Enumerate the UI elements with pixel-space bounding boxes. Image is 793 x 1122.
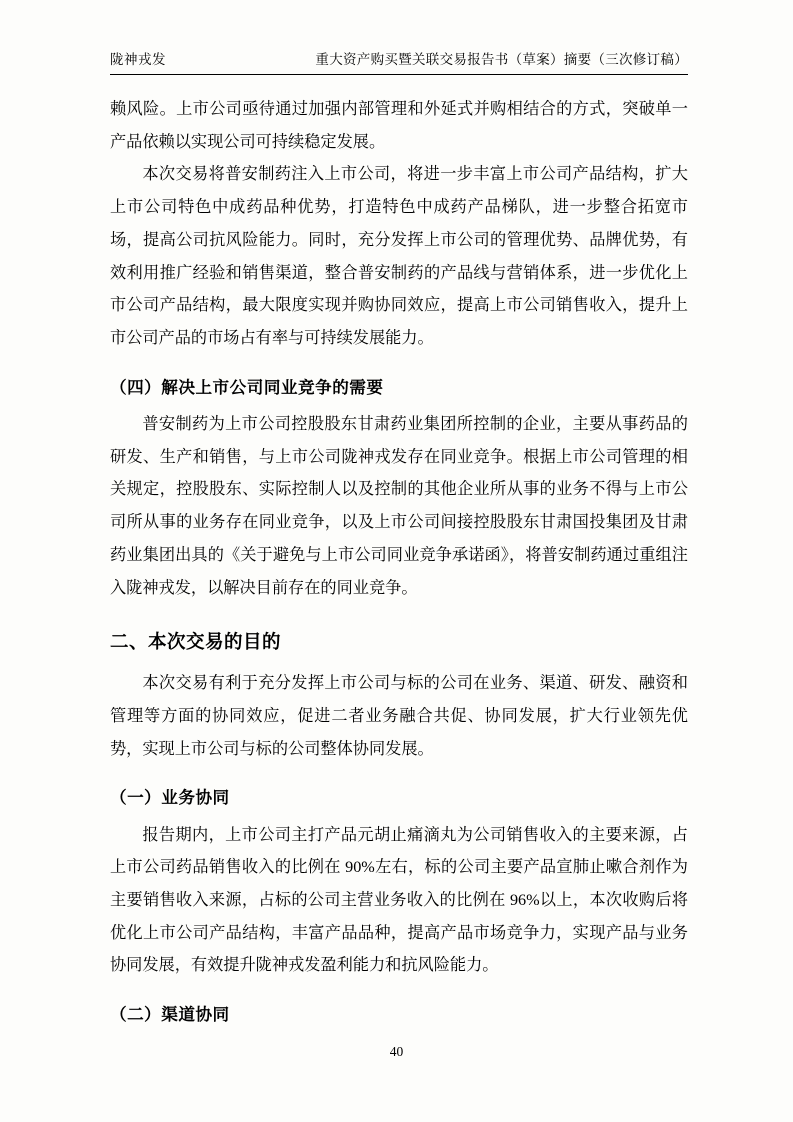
header-document-title: 重大资产购买暨关联交易报告书（草案）摘要（三次修订稿） xyxy=(315,52,688,67)
header-company-name: 陇神戎发 xyxy=(110,52,166,67)
page-number: 40 xyxy=(389,1044,404,1059)
page-footer xyxy=(0,1044,793,1060)
page-header xyxy=(110,48,688,75)
heading-section-four: （四）解决上市公司同业竞争的需要 xyxy=(110,377,384,397)
paragraph-competition: 普安制药为上市公司控股股东甘肃药业集团所控制的企业，主要从事药品的研发、生产和销售，与上市公司陇神戎发存在同业竞争。根据上市公司管理的相关规定，控股股东、实际控制人以及控制的其他企业所从事的业务不得与上市公司所从事的业务存在同业竞争，以及上市公司间接控股股东甘肃国投集团及甘肃药业集团出具的《关于避免与上市公司同业竞争承诺函》，将普安制药通过重组注入陇神戎发，以解决目前存在的同业竞争。 xyxy=(110,414,688,597)
document-body xyxy=(110,93,688,1031)
page-content-area xyxy=(110,48,688,1035)
paragraph-purpose: 本次交易有利于充分发挥上市公司与标的公司在业务、渠道、研发、融资和管理等方面的协同效应，促进二者业务融合共促、协同发展，扩大行业领先优势，实现上市公司与标的公司整体协同发展。 xyxy=(110,674,688,758)
paragraph-continuation: 赖风险。上市公司亟待通过加强内部管理和外延式并购相结合的方式，突破单一产品依赖以实现公司可持续稳定发展。 xyxy=(110,100,688,151)
paragraph-transaction-benefit: 本次交易将普安制药注入上市公司，将进一步丰富上市公司产品结构，扩大上市公司特色中成药品种优势，打造特色中成药产品梯队，进一步整合拓宽市场，提高公司抗风险能力。同时，充分发挥上市公司的管理优势、品牌优势，有效利用推广经验和销售渠道，整合普安制药的产品线与营销体系，进一步优化上市公司产品结构，最大限度实现并购协同效应，提高上市公司销售收入，提升上市公司产品的市场占有率与可持续发展能力。 xyxy=(110,165,688,348)
paragraph-business-synergy: 报告期内，上市公司主打产品元胡止痛滴丸为公司销售收入的主要来源，占上市公司药品销售收入的比例在 90%左右，标的公司主要产品宣肺止嗽合剂作为主要销售收入来源，占标的公司主营业务收入的比例在 96%以上，本次收购后将优化上市公司产品结构，丰富产品品种，提高产品市场竞争力，实现产品与业务协同发展，有效提升陇神戎发盈利能力和抗风险能力。 xyxy=(110,825,688,975)
heading-subsection-two: （二）渠道协同 xyxy=(110,1005,230,1025)
heading-section-two: 二、本次交易的目的 xyxy=(110,632,282,654)
heading-subsection-one: （一）业务协同 xyxy=(110,788,230,808)
